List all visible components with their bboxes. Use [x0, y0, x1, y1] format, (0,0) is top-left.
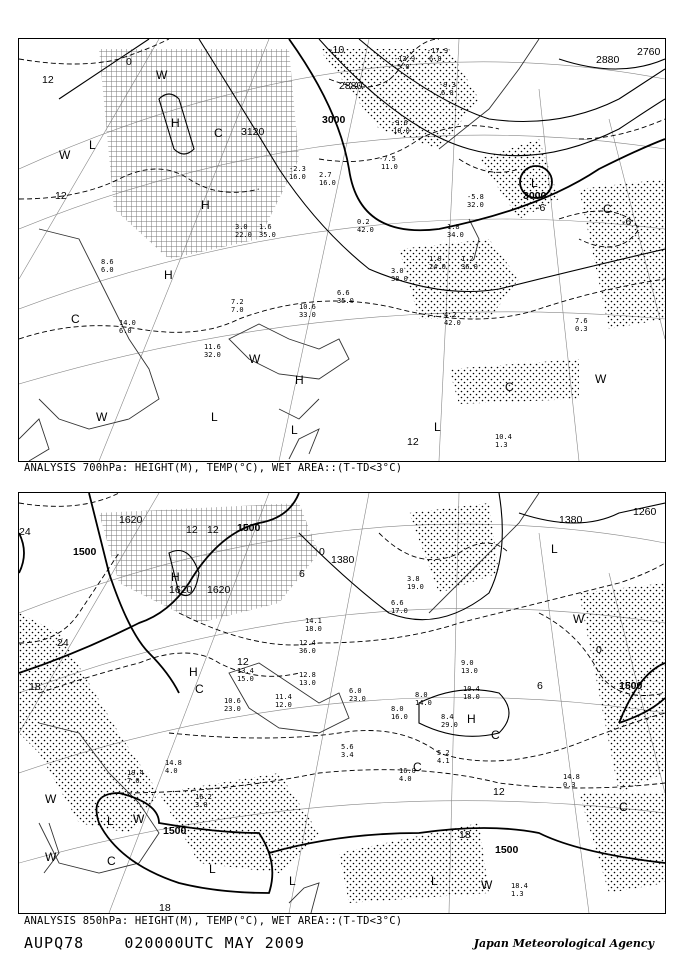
station-value: 14.1	[305, 617, 322, 625]
warm-area-symbol: W	[45, 792, 57, 806]
height-label: 1500	[73, 546, 97, 558]
station-value: 1.0	[429, 255, 442, 263]
temp-label: 0	[126, 56, 132, 68]
station-value: 13.0	[299, 679, 316, 687]
temp-label: 18	[459, 829, 471, 841]
cold-area-symbol: C	[603, 202, 612, 216]
station-value: 13.0	[461, 667, 478, 675]
temp-label: 6	[537, 680, 543, 692]
high-pressure-symbol: H	[171, 570, 180, 584]
high-pressure-symbol: H	[295, 373, 304, 387]
low-pressure-symbol: L	[291, 423, 298, 437]
station-value: 7.6	[575, 317, 588, 325]
cold-area-symbol: C	[71, 312, 80, 326]
station-value: 1.2	[461, 255, 474, 263]
warm-area-symbol: W	[573, 612, 585, 626]
station-value: 17.0	[391, 607, 408, 615]
station-value: 42.0	[444, 319, 461, 327]
cold-area-symbol: C	[413, 760, 422, 774]
station-value: 3.0	[391, 267, 404, 275]
station-value: -17.9	[427, 47, 449, 55]
station-value: 42.0	[357, 226, 374, 234]
station-value: 5.0	[397, 63, 410, 71]
station-value: 14.0	[415, 699, 432, 707]
warm-area-symbol: W	[59, 148, 71, 162]
station-value: 0.3	[575, 325, 588, 333]
height-label: 1260	[633, 506, 657, 518]
height-label: 1500	[495, 844, 519, 856]
chart-code: AUPQ78	[24, 934, 85, 952]
warm-area-symbol: W	[156, 68, 168, 82]
caption-850hpa: ANALYSIS 850hPa: HEIGHT(M), TEMP(°C), WET AREA::(T-TD<3°C)	[24, 915, 403, 927]
station-value: 18.0	[463, 693, 480, 701]
station-value: 16.0	[319, 179, 336, 187]
temp-label: 12	[407, 436, 419, 448]
cold-area-symbol: C	[214, 126, 223, 140]
cold-area-symbol: C	[107, 854, 116, 868]
height-label: 1500	[237, 522, 261, 534]
station-value: 14.0	[119, 319, 136, 327]
height-label: 2760	[637, 46, 661, 58]
temp-label: 0	[319, 546, 325, 558]
map-panel-700hpa	[18, 38, 666, 462]
station-value: 3.8	[407, 575, 420, 583]
high-pressure-symbol: H	[189, 665, 198, 679]
height-label: 1620	[207, 584, 231, 596]
cold-area-symbol: C	[619, 800, 628, 814]
station-value: 6.0	[101, 266, 114, 274]
caption-700hpa: ANALYSIS 700hPa: HEIGHT(M), TEMP(°C), WET AREA::(T-TD<3°C)	[24, 462, 403, 474]
station-value: 36.0	[461, 263, 478, 271]
station-value: 2.7	[319, 171, 332, 179]
height-label: 2880	[339, 80, 363, 92]
station-value: 32.0	[204, 351, 221, 359]
station-value: 18.4	[511, 882, 528, 890]
agency-name: Japan Meteorological Agency	[473, 937, 654, 950]
low-pressure-symbol: L	[89, 138, 96, 152]
low-pressure-symbol: L	[434, 420, 441, 434]
station-value: 14.8	[563, 773, 580, 781]
temp-label: 12	[42, 74, 54, 86]
temp-label: 12	[207, 524, 219, 536]
station-value: 19.0	[407, 583, 424, 591]
station-value: -9.6	[391, 119, 408, 127]
cold-area-symbol: C	[195, 682, 204, 696]
station-value: 11.4	[275, 693, 292, 701]
warm-area-symbol: W	[481, 878, 493, 892]
station-value: 5.2	[437, 749, 450, 757]
temp-label: 12	[186, 524, 198, 536]
station-value: 10.6	[299, 303, 316, 311]
station-value: -7.5	[379, 155, 396, 163]
station-value: 1.3	[511, 890, 524, 898]
station-value: 8.6	[101, 258, 114, 266]
chart-identifier	[24, 934, 305, 952]
station-value: 1.6	[259, 223, 272, 231]
high-pressure-symbol: H	[171, 116, 180, 130]
station-value: 16.0	[391, 713, 408, 721]
high-pressure-symbol: H	[164, 268, 173, 282]
high-pressure-symbol: H	[467, 712, 476, 726]
station-value: 15.0	[237, 675, 254, 683]
height-label: 1500	[619, 680, 643, 692]
station-value: 1.8	[447, 223, 460, 231]
low-pressure-symbol: L	[289, 874, 296, 888]
station-value: 16.0	[399, 767, 416, 775]
station-value: 6.6	[337, 289, 350, 297]
station-value: 19.4	[127, 769, 144, 777]
low-pressure-symbol: L	[107, 814, 114, 828]
station-value: 9.0	[461, 659, 474, 667]
station-value: 12.4	[299, 639, 316, 647]
low-pressure-symbol: L	[211, 410, 218, 424]
station-value: 38.0	[391, 275, 408, 283]
temp-label: 6	[299, 568, 305, 580]
warm-area-symbol: W	[96, 410, 108, 424]
station-value: 0.2	[357, 218, 370, 226]
height-label: 2880	[596, 54, 620, 66]
high-pressure-symbol: H	[201, 198, 210, 212]
station-value: 3.0	[235, 223, 248, 231]
station-value: -2.3	[289, 165, 306, 173]
station-value: 24.0	[429, 263, 446, 271]
station-value: 14.8	[165, 759, 182, 767]
low-pressure-symbol: L	[531, 176, 538, 190]
station-value: -12.9	[394, 55, 416, 63]
low-pressure-symbol: L	[551, 542, 558, 556]
station-value: 8.0	[415, 691, 428, 699]
station-value: 11.0	[381, 163, 398, 171]
height-label: 1380	[331, 554, 355, 566]
station-value: 10.4	[495, 433, 512, 441]
temp-label: -6	[622, 216, 632, 228]
station-value: 8.0	[391, 705, 404, 713]
station-value: 16.2	[195, 793, 212, 801]
temp-label: 24	[19, 526, 31, 538]
station-value: 10.6	[224, 697, 241, 705]
station-value: 6.0	[349, 687, 362, 695]
temp-label: -6	[536, 202, 546, 214]
station-value: 16.0	[289, 173, 306, 181]
low-pressure-symbol: L	[209, 862, 216, 876]
station-value: 0.3	[563, 781, 576, 789]
station-value: 6.0	[441, 89, 454, 97]
temp-label: 12	[237, 656, 249, 668]
station-value: 10.0	[393, 127, 410, 135]
station-value: 13.4	[237, 667, 254, 675]
low-pressure-symbol: L	[431, 874, 438, 888]
station-value: 5.6	[341, 743, 354, 751]
analysis-time: 020000UTC MAY 2009	[124, 934, 305, 952]
warm-area-symbol: W	[595, 372, 607, 386]
station-value: 10.4	[463, 685, 480, 693]
warm-area-symbol: W	[133, 812, 145, 826]
temp-label: 18	[29, 681, 41, 693]
map-850hpa	[19, 493, 665, 913]
station-value: 4.1	[437, 757, 450, 765]
cold-area-symbol: C	[505, 380, 514, 394]
station-value: 22.0	[235, 231, 252, 239]
station-value: 12.0	[275, 701, 292, 709]
map-700hpa	[19, 39, 665, 461]
temp-label: 12	[55, 190, 67, 202]
station-value: 18.0	[305, 625, 322, 633]
station-value: 8.4	[441, 713, 454, 721]
station-value: 35.0	[337, 297, 354, 305]
station-value: 6.0	[429, 55, 442, 63]
height-label: 1380	[559, 514, 583, 526]
station-value: 6.6	[391, 599, 404, 607]
station-value: -9.3	[439, 81, 456, 89]
warm-area-symbol: W	[249, 352, 261, 366]
height-label: 1500	[163, 825, 187, 837]
station-value: 4.0	[165, 767, 178, 775]
station-value: 7.0	[231, 306, 244, 314]
station-value: 36.0	[299, 647, 316, 655]
temp-label: -10	[329, 44, 345, 56]
station-value: 7.2	[231, 298, 244, 306]
temp-label: 24	[57, 637, 69, 649]
height-label: 3120	[241, 126, 265, 138]
temp-label: 0	[596, 644, 602, 656]
station-value: 23.0	[224, 705, 241, 713]
cold-area-symbol: C	[491, 728, 500, 742]
station-value: 4.0	[399, 775, 412, 783]
station-value: 6.0	[119, 327, 132, 335]
station-value: 4.2	[444, 311, 457, 319]
station-value: 7.0	[127, 777, 140, 785]
height-label: 1620	[169, 584, 193, 596]
station-value: -5.8	[467, 193, 484, 201]
height-label: 3000	[322, 114, 346, 126]
station-value: 35.0	[259, 231, 276, 239]
warm-area-symbol: W	[45, 850, 57, 864]
station-value: 3.4	[341, 751, 354, 759]
temp-label: 18	[159, 902, 171, 913]
station-value: 29.0	[441, 721, 458, 729]
map-panel-850hpa	[18, 492, 666, 914]
station-value: 23.0	[349, 695, 366, 703]
station-value: 33.0	[299, 311, 316, 319]
station-value: 3.0	[195, 801, 208, 809]
station-value: 32.0	[467, 201, 484, 209]
station-value: 12.8	[299, 671, 316, 679]
temp-label: 12	[493, 786, 505, 798]
height-label: 1620	[119, 514, 143, 526]
station-value: 1.3	[495, 441, 508, 449]
station-value: 34.0	[447, 231, 464, 239]
station-value: 11.6	[204, 343, 221, 351]
height-label: 3000	[523, 190, 547, 202]
